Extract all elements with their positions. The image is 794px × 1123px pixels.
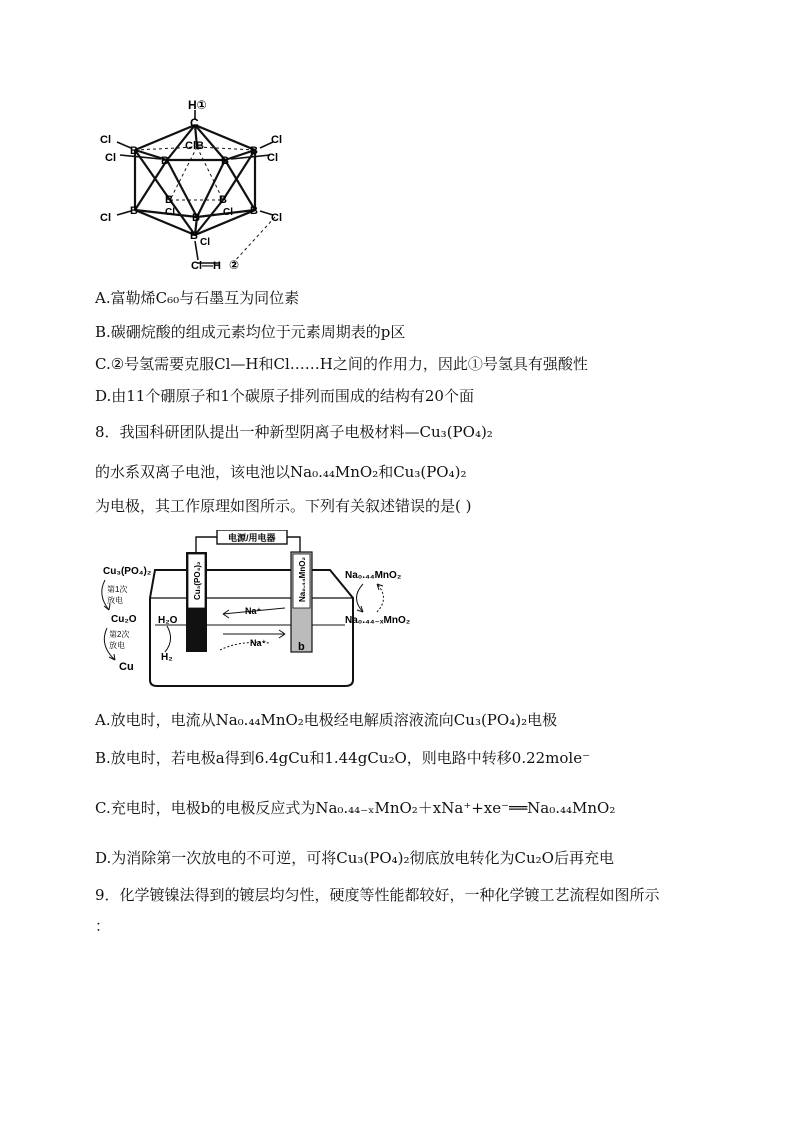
carborane-structure-figure xyxy=(95,95,295,280)
clb-label: ClB xyxy=(185,140,204,152)
cl-h-label: Cl—H xyxy=(191,260,221,272)
chlorine-label: Cl xyxy=(105,152,116,164)
battery-diagram-figure xyxy=(95,530,425,695)
boron-label: B xyxy=(161,155,169,167)
chlorine-label: Cl xyxy=(100,212,111,224)
right-top-label: Na₀.₄₄MnO₂ xyxy=(345,570,402,581)
device-label: 电源/用电器 xyxy=(228,533,276,543)
boron-label: B xyxy=(250,205,258,217)
boron-label: B xyxy=(219,194,227,206)
h2o-label: H₂O xyxy=(158,615,178,626)
boron-label: B xyxy=(190,230,198,242)
cu-label: Cu xyxy=(119,661,134,673)
chlorine-label: Cl xyxy=(223,207,233,218)
chlorine-label: Cl xyxy=(100,134,111,146)
q9-stem: 9．化学镀镍法得到的镀层均匀性，硬度等性能都较好，一种化学镀工艺流程如图所示 xyxy=(95,886,660,904)
q8-stem-line-3: 为电极，其工作原理如图所示。下列有关叙述错误的是( ) xyxy=(95,497,472,515)
q8-option-d: D.为消除第一次放电的不可逆，可将Cu₃(PO₄)₂彻底放电转化为Cu₂O后再充电 xyxy=(95,849,614,867)
h2-label: ② xyxy=(229,258,240,272)
right-bottom-label: Na₀.₄₄₋ₓMnO₂ xyxy=(345,615,411,626)
q8-option-b: B.放电时，若电极a得到6.4gCu和1.44gCu₂O，则电路中转移0.22mole⁻ xyxy=(95,749,591,767)
na-plus-label-2: Na⁺ xyxy=(250,638,267,648)
chlorine-label: Cl xyxy=(200,237,210,248)
cu2o-label: Cu₂O xyxy=(111,614,137,625)
q7-option-a: A.富勒烯C₆₀与石墨互为同位素 xyxy=(95,289,300,307)
carbon-label: C xyxy=(190,116,199,130)
left-top-label: Cu₃(PO₄)₂ xyxy=(103,566,152,577)
chlorine-label: Cl xyxy=(271,212,282,224)
q8-option-a: A.放电时，电流从Na₀.₄₄MnO₂电极经电解质溶液流向Cu₃(PO₄)₂电极 xyxy=(95,711,558,729)
q9-stem-continuation: ： xyxy=(95,917,111,935)
boron-label: B xyxy=(221,155,229,167)
first-discharge-label: 第1次 xyxy=(107,585,128,594)
h2-label: H₂ xyxy=(161,652,173,663)
electrode-b-label: b xyxy=(298,641,305,653)
boron-label: B xyxy=(250,145,258,157)
discharge-label-2: 放电 xyxy=(109,641,125,650)
q8-stem-line-1: 8．我国科研团队提出一种新型阴离子电极材料—Cu₃(PO₄)₂ xyxy=(95,423,493,441)
q7-option-b: B.碳硼烷酸的组成元素均位于元素周期表的p区 xyxy=(95,323,406,341)
q7-option-c: C.②号氢需要克服Cl—H和Cl……H之间的作用力，因此①号氢具有强酸性 xyxy=(95,355,588,373)
boron-label: B xyxy=(130,145,138,157)
q8-stem-line-2: 的水系双离子电池，该电池以Na₀.₄₄MnO₂和Cu₃(PO₄)₂ xyxy=(95,463,467,481)
chlorine-label: Cl xyxy=(165,207,175,218)
q7-option-d: D.由11个硼原子和1个碳原子排列而围成的结构有20个面 xyxy=(95,387,474,405)
electrode-b-text: Na₀.₄₄MnO₂ xyxy=(298,556,307,602)
boron-label: B xyxy=(192,212,200,224)
chlorine-label: Cl xyxy=(267,152,278,164)
boron-label: B xyxy=(130,205,138,217)
electrode-a-text: Cu₃(PO₄)₂ xyxy=(193,561,202,600)
q8-option-c: C.充电时，电极b的电极反应式为Na₀.₄₄₋ₓMnO₂＋xNa⁺+xe⁻══Na₀.₄₄MnO₂ xyxy=(95,799,616,817)
second-discharge-label: 第2次 xyxy=(109,630,130,639)
h1-label: H① xyxy=(188,98,207,112)
chlorine-label: Cl xyxy=(271,134,282,146)
na-plus-label-1: Na⁺ xyxy=(245,606,262,616)
boron-label: B xyxy=(165,194,173,206)
discharge-label-1: 放电 xyxy=(107,596,123,605)
